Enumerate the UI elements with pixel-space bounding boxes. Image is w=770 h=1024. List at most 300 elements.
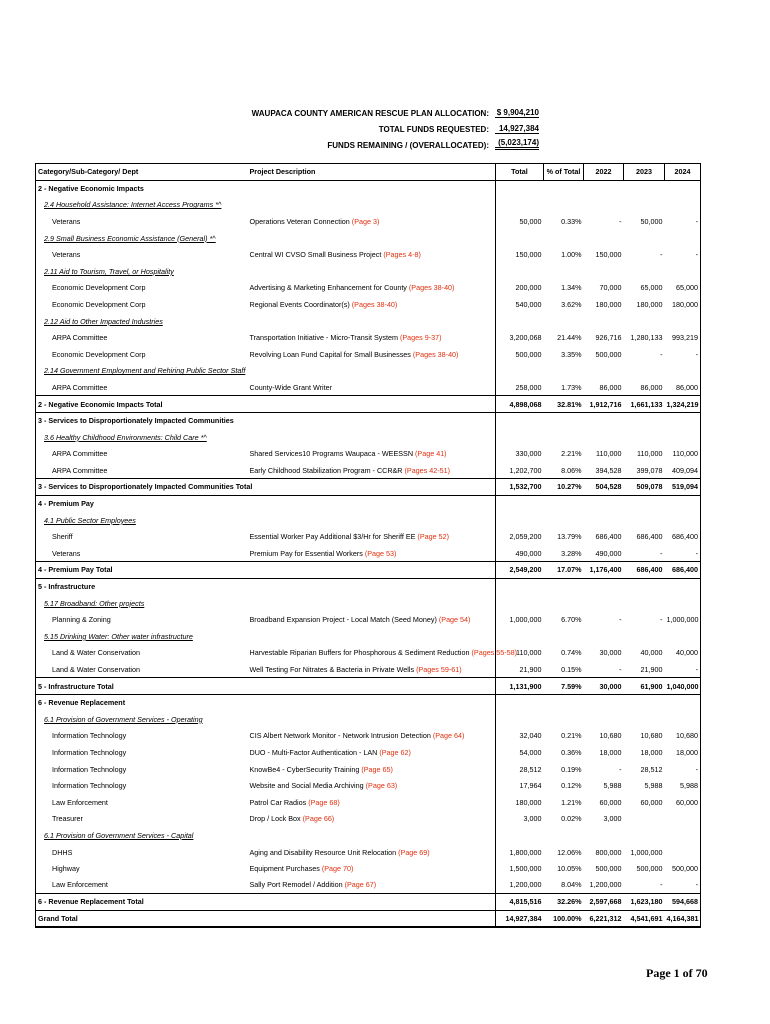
page-reference: (Pages 38-40) bbox=[351, 299, 398, 309]
row-label bbox=[36, 512, 248, 529]
project-text: Well Testing For Nitrates & Bacteria in Private Wells bbox=[249, 664, 417, 674]
total-cell: 1,000,000 bbox=[496, 612, 544, 629]
pct-cell bbox=[544, 595, 584, 612]
project-description bbox=[248, 678, 496, 695]
sub-row bbox=[36, 827, 701, 844]
y2023-cell: 1,000,000 bbox=[630, 847, 663, 857]
total-cell: 540,000 bbox=[496, 296, 544, 313]
y2022-cell: - bbox=[619, 764, 622, 774]
y2022-cell: 110,000 bbox=[596, 449, 622, 459]
y2024-cell: 18,000 bbox=[665, 744, 701, 761]
y2024-cell bbox=[665, 595, 701, 612]
total-cell bbox=[496, 495, 544, 512]
project-description bbox=[248, 645, 518, 662]
y2024-cell: 1,040,000 bbox=[665, 678, 701, 695]
row-label bbox=[36, 827, 248, 844]
sub-row bbox=[36, 512, 701, 529]
pct-cell: 32.26% bbox=[544, 894, 584, 911]
y2023-cell bbox=[624, 811, 665, 828]
page-reference: (Pages 59-61) bbox=[416, 664, 462, 674]
cat-row bbox=[36, 495, 701, 512]
remaining-label: FUNDS REMAINING / (OVERALLOCATED): bbox=[327, 141, 489, 150]
sub-row bbox=[36, 628, 701, 645]
sub-row bbox=[36, 197, 701, 214]
row-label-text: Highway bbox=[52, 864, 80, 874]
project-description bbox=[248, 429, 496, 446]
project-description bbox=[248, 197, 496, 214]
y2022-cell bbox=[584, 180, 624, 197]
y2022-cell bbox=[584, 263, 624, 280]
row-label bbox=[36, 230, 248, 247]
total-cell bbox=[496, 628, 544, 645]
row-label bbox=[36, 562, 248, 579]
total-cell: 2,059,200 bbox=[496, 529, 544, 546]
header-2022: 2022 bbox=[584, 164, 624, 181]
y2024-cell: 993,219 bbox=[665, 329, 701, 346]
row-label bbox=[36, 263, 248, 280]
row-label-text: Information Technology bbox=[52, 731, 127, 741]
project-text: Early Childhood Stabilization Program - CCR&R bbox=[249, 465, 405, 475]
total-row bbox=[36, 562, 701, 579]
y2023-cell bbox=[624, 363, 665, 380]
row-label bbox=[36, 246, 248, 263]
pct-cell: 1.73% bbox=[561, 382, 582, 392]
y2023-cell: 21,900 bbox=[640, 664, 663, 674]
y2023-cell: 399,078 bbox=[636, 465, 663, 475]
y2023-cell bbox=[624, 628, 665, 645]
row-label bbox=[36, 545, 248, 562]
total-cell bbox=[496, 512, 544, 529]
y2023-cell bbox=[624, 578, 665, 595]
row-label bbox=[36, 877, 248, 894]
row-label bbox=[36, 313, 248, 330]
y2024-cell: 65,000 bbox=[665, 280, 701, 297]
table-row bbox=[36, 844, 701, 861]
pct-cell: 32.81% bbox=[544, 396, 584, 413]
project-text: Transportation Initiative - Micro-Transit System bbox=[249, 333, 400, 343]
row-label-text: 5.15 Drinking Water: Other water infrastructure bbox=[44, 631, 193, 641]
row-label-text: Law Enforcement bbox=[52, 797, 108, 807]
row-label-text: Grand Total bbox=[38, 913, 78, 923]
pct-cell bbox=[544, 429, 584, 446]
y2024-cell bbox=[665, 628, 701, 645]
project-description bbox=[248, 661, 496, 678]
project-description bbox=[248, 346, 496, 363]
y2022-cell bbox=[584, 628, 624, 645]
project-description bbox=[248, 578, 496, 595]
y2022-cell bbox=[584, 695, 624, 712]
page-reference: (Pages 9-37) bbox=[399, 333, 442, 343]
row-label-text: Treasurer bbox=[52, 814, 83, 824]
y2024-cell: 180,000 bbox=[665, 296, 701, 313]
project-description bbox=[248, 860, 496, 877]
row-label-text: Land & Water Conservation bbox=[52, 648, 141, 658]
row-label-text: ARPA Committee bbox=[52, 465, 108, 475]
y2024-cell: 5,988 bbox=[665, 777, 701, 794]
row-label bbox=[36, 910, 248, 927]
project-description bbox=[248, 595, 496, 612]
pct-cell bbox=[544, 197, 584, 214]
y2022-cell: 1,912,716 bbox=[584, 396, 624, 413]
requested-line bbox=[200, 118, 545, 134]
row-label-text: Information Technology bbox=[52, 781, 127, 791]
y2023-cell: 1,623,180 bbox=[624, 894, 665, 911]
y2022-cell: 926,716 bbox=[595, 333, 622, 343]
y2022-cell bbox=[584, 495, 624, 512]
y2024-cell: 686,400 bbox=[665, 529, 701, 546]
row-label-text: 2.14 Government Employment and Rehiring Public Sector Staff bbox=[44, 366, 246, 376]
page-reference: (Pages 38-40) bbox=[412, 349, 459, 359]
table-row bbox=[36, 877, 701, 894]
row-label bbox=[36, 495, 248, 512]
row-label bbox=[36, 213, 248, 230]
total-cell bbox=[496, 711, 544, 728]
y2023-cell: 686,400 bbox=[636, 532, 663, 542]
total-cell: 1,500,000 bbox=[496, 860, 544, 877]
pct-cell bbox=[544, 495, 584, 512]
table-row bbox=[36, 794, 701, 811]
row-label-text: 4 - Premium Pay Total bbox=[38, 565, 113, 575]
header-2023: 2023 bbox=[624, 164, 665, 181]
page-reference: (Page 41) bbox=[415, 449, 447, 459]
row-label bbox=[36, 794, 248, 811]
row-label bbox=[36, 761, 248, 778]
total-cell bbox=[496, 429, 544, 446]
pct-cell: 8.04% bbox=[561, 880, 582, 890]
row-label-text: 5.17 Broadband: Other projects bbox=[44, 598, 145, 608]
y2022-cell: 10,680 bbox=[599, 731, 622, 741]
y2023-cell bbox=[624, 263, 665, 280]
y2023-cell bbox=[624, 230, 665, 247]
table-row bbox=[36, 777, 701, 794]
y2022-cell bbox=[584, 197, 624, 214]
header-category: Category/Sub-Category/ Dept bbox=[36, 164, 248, 181]
total-cell: 3,200,068 bbox=[496, 329, 544, 346]
y2023-cell: - bbox=[660, 880, 663, 890]
row-label bbox=[36, 429, 248, 446]
y2022-cell bbox=[584, 578, 624, 595]
project-text: Equipment Purchases bbox=[249, 864, 322, 874]
project-description bbox=[248, 280, 496, 297]
row-label-text: 2.9 Small Business Economic Assistance (General) *^ bbox=[44, 233, 216, 243]
y2022-cell bbox=[584, 595, 624, 612]
row-label-text: Information Technology bbox=[52, 747, 127, 757]
total-cell: 200,000 bbox=[496, 280, 544, 297]
y2024-cell: 686,400 bbox=[665, 562, 701, 579]
y2024-cell: 519,094 bbox=[665, 479, 701, 496]
total-cell bbox=[496, 263, 544, 280]
row-label-text: Economic Development Corp bbox=[52, 299, 146, 309]
row-label-text: Land & Water Conservation bbox=[52, 664, 141, 674]
project-description bbox=[248, 728, 496, 745]
total-cell: 21,900 bbox=[496, 661, 544, 678]
y2023-cell: 18,000 bbox=[640, 747, 663, 757]
y2024-cell: 500,000 bbox=[665, 860, 701, 877]
total-cell: 32,040 bbox=[496, 728, 544, 745]
row-label bbox=[36, 379, 248, 396]
y2023-cell: 86,000 bbox=[640, 382, 663, 392]
page-reference: (Pages 38-40) bbox=[408, 283, 455, 293]
total-cell bbox=[496, 695, 544, 712]
y2024-cell bbox=[665, 197, 701, 214]
y2024-cell: 40,000 bbox=[665, 645, 701, 662]
row-label-text: Law Enforcement bbox=[52, 880, 108, 890]
y2024-cell: 10,680 bbox=[665, 728, 701, 745]
project-description bbox=[248, 894, 496, 911]
project-description bbox=[248, 529, 496, 546]
row-label bbox=[36, 728, 248, 745]
row-label bbox=[36, 479, 253, 496]
row-label-text: 6.1 Provision of Government Services - Capital bbox=[44, 830, 194, 840]
row-label-text: Information Technology bbox=[52, 764, 127, 774]
y2022-cell bbox=[584, 711, 624, 728]
row-label-text: 2 - Negative Economic Impacts Total bbox=[38, 399, 163, 409]
y2024-cell bbox=[665, 711, 701, 728]
y2022-cell: 60,000 bbox=[599, 797, 622, 807]
pct-cell: 0.12% bbox=[561, 781, 582, 791]
y2024-cell: - bbox=[665, 761, 701, 778]
project-text: CIS Albert Network Monitor - Network Intrusion Detection bbox=[249, 731, 433, 741]
y2024-cell: 4,164,381 bbox=[665, 910, 701, 927]
pct-cell bbox=[544, 827, 584, 844]
project-text: Aging and Disability Resource Unit Relocation bbox=[249, 847, 399, 857]
total-cell bbox=[496, 197, 544, 214]
total-row bbox=[36, 396, 701, 413]
row-label bbox=[36, 645, 248, 662]
y2022-cell bbox=[584, 230, 624, 247]
y2023-cell: 509,078 bbox=[624, 479, 665, 496]
y2024-cell: - bbox=[665, 661, 701, 678]
y2024-cell bbox=[665, 429, 701, 446]
y2022-cell: 1,200,000 bbox=[589, 880, 622, 890]
y2023-cell: 1,280,133 bbox=[630, 333, 663, 343]
pct-cell: 10.05% bbox=[557, 864, 582, 874]
y2024-cell: 110,000 bbox=[665, 446, 701, 463]
y2024-cell bbox=[665, 827, 701, 844]
y2024-cell bbox=[665, 230, 701, 247]
project-description bbox=[248, 628, 496, 645]
row-label bbox=[36, 612, 248, 629]
page-reference: (Pages 42-51) bbox=[404, 465, 451, 475]
remaining-line bbox=[200, 134, 545, 150]
project-description bbox=[248, 827, 496, 844]
pct-cell: 0.15% bbox=[561, 664, 582, 674]
y2023-cell: 1,661,133 bbox=[624, 396, 665, 413]
pct-cell: 3.35% bbox=[561, 349, 582, 359]
pct-cell bbox=[544, 230, 584, 247]
pct-cell bbox=[544, 313, 584, 330]
y2024-cell bbox=[665, 180, 701, 197]
y2024-cell bbox=[665, 263, 701, 280]
total-row bbox=[36, 479, 701, 496]
row-label-text: Economic Development Corp bbox=[52, 349, 146, 359]
page-reference: (Page 54) bbox=[438, 615, 471, 625]
row-label bbox=[36, 844, 248, 861]
y2022-cell: 86,000 bbox=[599, 382, 622, 392]
total-cell: 1,131,900 bbox=[496, 678, 544, 695]
table-row bbox=[36, 545, 701, 562]
page-reference: (Page 62) bbox=[379, 747, 411, 757]
total-cell: 500,000 bbox=[496, 346, 544, 363]
project-description bbox=[248, 495, 496, 512]
total-cell: 110,000 bbox=[496, 645, 544, 662]
y2023-cell bbox=[624, 180, 665, 197]
y2023-cell bbox=[624, 595, 665, 612]
page-reference: (Page 69) bbox=[398, 847, 430, 857]
row-label bbox=[36, 860, 248, 877]
project-text: Revolving Loan Fund Capital for Small Businesses bbox=[249, 349, 413, 359]
row-label-text: 2.4 Household Assistance: Internet Access Programs *^ bbox=[44, 200, 222, 210]
project-text: Patrol Car Radios bbox=[249, 797, 309, 807]
row-label bbox=[36, 777, 248, 794]
row-label-text: 5 - Infrastructure Total bbox=[38, 681, 114, 691]
y2022-cell bbox=[584, 512, 624, 529]
y2023-cell: - bbox=[660, 349, 663, 359]
project-description bbox=[248, 877, 496, 894]
project-description bbox=[248, 545, 496, 562]
pct-cell bbox=[544, 711, 584, 728]
project-text: Advertising & Marketing Enhancement for County bbox=[249, 283, 409, 293]
project-description bbox=[248, 512, 496, 529]
row-label bbox=[36, 346, 248, 363]
total-cell: 490,000 bbox=[496, 545, 544, 562]
y2023-cell bbox=[624, 412, 665, 429]
allocation-label: WAUPACA COUNTY AMERICAN RESCUE PLAN ALLOCATION: bbox=[251, 109, 489, 118]
y2022-cell: 180,000 bbox=[595, 299, 622, 309]
pct-cell bbox=[544, 695, 584, 712]
pct-cell: 1.34% bbox=[561, 283, 582, 293]
row-label-text: 3.6 Healthy Childhood Environments: Child Care *^ bbox=[44, 432, 207, 442]
row-label bbox=[36, 396, 248, 413]
total-cell bbox=[496, 827, 544, 844]
row-label bbox=[36, 628, 248, 645]
total-cell: 28,512 bbox=[496, 761, 544, 778]
y2023-cell: 61,900 bbox=[624, 678, 665, 695]
row-label bbox=[36, 329, 248, 346]
project-text: County-Wide Grant Writer bbox=[249, 382, 333, 392]
table-row bbox=[36, 213, 701, 230]
project-description bbox=[248, 844, 496, 861]
y2024-cell: 409,094 bbox=[665, 462, 701, 479]
y2023-cell: 40,000 bbox=[640, 648, 663, 658]
table-row bbox=[36, 329, 701, 346]
project-description bbox=[248, 329, 496, 346]
page-reference: (Pages 4-8) bbox=[383, 250, 421, 260]
sub-row bbox=[36, 363, 701, 380]
pct-cell: 21.44% bbox=[557, 333, 582, 343]
project-text: DUO - Multi-Factor Authentication - LAN bbox=[249, 747, 380, 757]
row-label-text: 3 - Services to Disproportionately Impacted Communities Total bbox=[38, 482, 253, 492]
row-label-text: Economic Development Corp bbox=[52, 283, 146, 293]
total-row bbox=[36, 678, 701, 695]
row-label bbox=[36, 695, 248, 712]
project-description bbox=[248, 811, 496, 828]
project-text: Drop / Lock Box bbox=[249, 814, 303, 824]
project-description bbox=[248, 180, 496, 197]
pct-cell: 8.06% bbox=[561, 465, 582, 475]
y2023-cell: 10,680 bbox=[640, 731, 663, 741]
y2022-cell: 394,528 bbox=[595, 465, 622, 475]
y2023-cell: 686,400 bbox=[624, 562, 665, 579]
table-row bbox=[36, 761, 701, 778]
total-cell: 2,549,200 bbox=[496, 562, 544, 579]
y2023-cell: 5,988 bbox=[644, 781, 663, 791]
pct-cell: 100.00% bbox=[544, 910, 584, 927]
project-description bbox=[248, 379, 496, 396]
row-label bbox=[36, 578, 248, 595]
y2024-cell: 86,000 bbox=[665, 379, 701, 396]
page-number: Page 1 of 70 bbox=[646, 966, 708, 980]
y2022-cell: - bbox=[619, 216, 622, 226]
project-description bbox=[248, 462, 496, 479]
table-row bbox=[36, 280, 701, 297]
y2024-cell bbox=[665, 844, 701, 861]
pct-cell: 3.28% bbox=[561, 548, 582, 558]
total-cell: 14,927,384 bbox=[496, 910, 544, 927]
page-reference: (Page 3) bbox=[351, 216, 380, 226]
table-row bbox=[36, 744, 701, 761]
y2023-cell: 65,000 bbox=[640, 283, 663, 293]
allocation-value: $ 9,904,210 bbox=[496, 108, 539, 117]
page-reference: (Page 66) bbox=[302, 814, 335, 824]
total-cell: 1,200,000 bbox=[496, 877, 544, 894]
pct-cell bbox=[544, 363, 584, 380]
y2022-cell: 30,000 bbox=[584, 678, 624, 695]
page-reference: (Pages 55-58) bbox=[471, 648, 518, 658]
page-reference: (Page 68) bbox=[308, 797, 340, 807]
row-label-text: 4.1 Public Sector Employees bbox=[44, 515, 136, 525]
y2023-cell bbox=[624, 313, 665, 330]
pct-cell: 0.02% bbox=[561, 814, 582, 824]
cat-row bbox=[36, 578, 701, 595]
requested-value: 14,927,384 bbox=[495, 124, 539, 134]
y2022-cell: 6,221,312 bbox=[584, 910, 624, 927]
y2023-cell: 4,541,691 bbox=[624, 910, 665, 927]
y2022-cell: 504,528 bbox=[584, 479, 624, 496]
y2022-cell: 5,988 bbox=[603, 781, 622, 791]
pct-cell bbox=[544, 628, 584, 645]
y2023-cell bbox=[624, 429, 665, 446]
table-row bbox=[36, 728, 701, 745]
y2022-cell: 30,000 bbox=[599, 648, 622, 658]
project-text: Shared Services10 Programs Waupaca - WEESSN bbox=[249, 449, 416, 459]
project-description bbox=[248, 363, 496, 380]
total-cell bbox=[496, 313, 544, 330]
y2023-cell: 500,000 bbox=[636, 864, 663, 874]
y2023-cell: 110,000 bbox=[637, 449, 663, 459]
page-reference: (Page 67) bbox=[344, 880, 377, 890]
sub-row bbox=[36, 230, 701, 247]
y2022-cell: 2,597,668 bbox=[584, 894, 624, 911]
project-text: Regional Events Coordinator(s) bbox=[249, 299, 352, 309]
y2022-cell bbox=[584, 412, 624, 429]
cat-row bbox=[36, 180, 701, 197]
row-label bbox=[36, 744, 248, 761]
y2023-cell: 28,512 bbox=[640, 764, 663, 774]
y2022-cell: 686,400 bbox=[595, 532, 622, 542]
table-row bbox=[36, 462, 701, 479]
cat-row bbox=[36, 695, 701, 712]
project-description bbox=[248, 794, 496, 811]
y2023-cell: 180,000 bbox=[636, 299, 663, 309]
y2022-cell: 500,000 bbox=[595, 349, 622, 359]
pct-cell: 0.19% bbox=[561, 764, 582, 774]
row-label bbox=[36, 446, 248, 463]
total-cell: 4,815,516 bbox=[496, 894, 544, 911]
table-header-row bbox=[36, 164, 701, 181]
row-label bbox=[36, 280, 248, 297]
y2022-cell bbox=[584, 827, 624, 844]
